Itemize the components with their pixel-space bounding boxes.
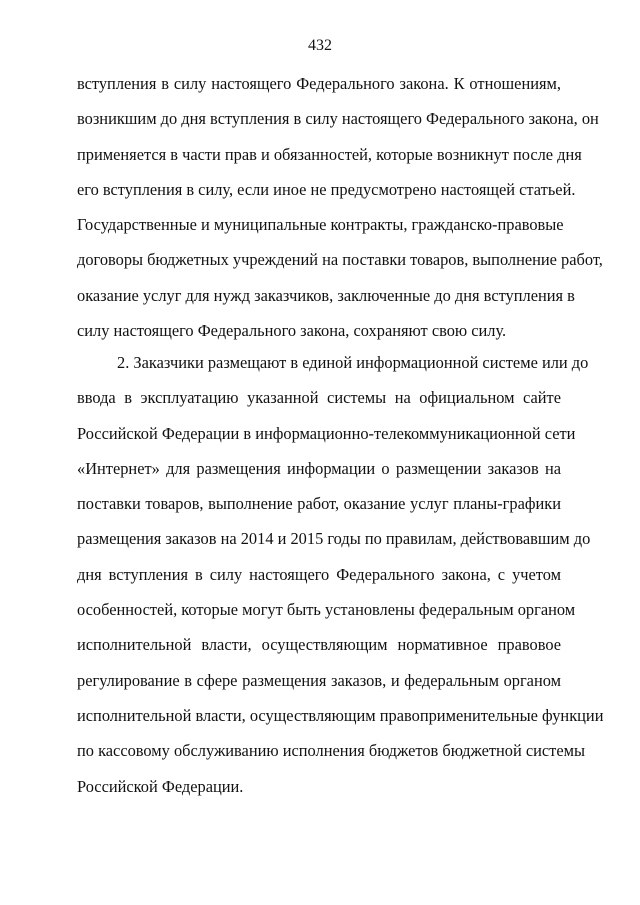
text-line: Государственные и муниципальные контракты, гражданско-правовые — [77, 215, 564, 235]
text-line: Российской Федерации. — [77, 776, 244, 796]
text-line: «Интернет» для размещения информации о размещении заказов на — [77, 458, 561, 478]
text-line: особенностей, которые могут быть установлены федеральным органом — [77, 600, 576, 620]
text-line: регулирование в сфере размещения заказов, и федеральным органом — [77, 670, 561, 690]
text-line: оказание услуг для нужд заказчиков, заключенные до дня вступления в — [77, 285, 575, 305]
text-line: его вступления в силу, если иное не предусмотрено настоящей статьей. — [77, 179, 576, 199]
paragraph-1 — [77, 74, 603, 356]
text-line: силу настоящего Федерального закона, сохраняют свою силу. — [77, 321, 507, 341]
page-number: 432 — [308, 37, 332, 54]
text-line: 2. Заказчики размещают в единой информационной системе или до — [117, 353, 589, 372]
text-line: поставки товаров, выполнение работ, оказание услуг планы-графики — [77, 494, 561, 514]
text-line: исполнительной власти, осуществляющим правоприменительные функции — [77, 705, 604, 725]
text-line: вступления в силу настоящего Федерального закона. К отношениям, — [77, 74, 561, 93]
text-line: Российской Федерации в информационно-телекоммуникационной сети — [77, 423, 576, 443]
text-line: применяется в части прав и обязанностей, которые возникнут после дня — [77, 144, 582, 164]
text-line: исполнительной власти, осуществляющим нормативное правовое — [77, 635, 561, 655]
paragraph-2 — [77, 353, 604, 812]
text-line: ввода в эксплуатацию указанной системы на официальном сайте — [77, 388, 561, 408]
text-line: дня вступления в силу настоящего Федерального закона, с учетом — [77, 564, 561, 584]
text-line: договоры бюджетных учреждений на поставки товаров, выполнение работ, — [77, 250, 603, 270]
text-line: размещения заказов на 2014 и 2015 годы по правилам, действовавшим до — [77, 529, 591, 549]
text-line: возникшим до дня вступления в силу настоящего Федерального закона, он — [77, 109, 599, 129]
text-line: по кассовому обслуживанию исполнения бюджетов бюджетной системы — [77, 741, 585, 761]
